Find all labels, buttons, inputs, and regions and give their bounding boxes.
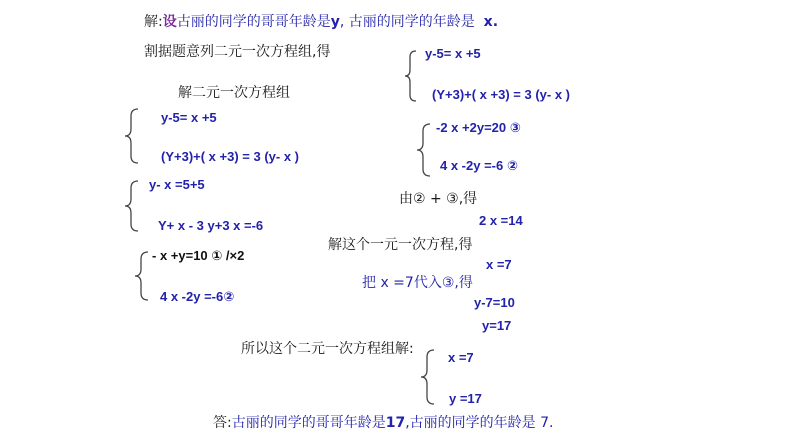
brace-system1 bbox=[404, 50, 418, 102]
answer-num-1: 17 bbox=[385, 415, 406, 431]
brace-system-b bbox=[124, 180, 140, 232]
system-a-eq2: (Y+3)+( x +3) = 3 (y- x ) bbox=[161, 149, 300, 164]
system-b-eq1: y- x =5+5 bbox=[149, 177, 205, 192]
solve-single: 解这个一元一次方程,得 bbox=[328, 237, 473, 253]
substitute-step: 把 x =7代入③,得 bbox=[362, 275, 473, 291]
result-y: y=17 bbox=[482, 318, 512, 333]
set-text-2: , 古丽的同学的年龄是 bbox=[339, 14, 475, 30]
brace-system-d bbox=[416, 123, 432, 177]
system1-eq2: (Y+3)+( x +3) = 3 (y- x ) bbox=[432, 87, 571, 102]
system-c-eq2: 4 x -2y =-6② bbox=[160, 289, 235, 304]
result-y-eq: y-7=10 bbox=[474, 295, 515, 310]
solution-intro bbox=[144, 15, 498, 29]
answer-num-2: 7 bbox=[535, 415, 550, 431]
intro-period: . bbox=[492, 14, 499, 30]
system-c-eq1: - x +y=10 ① /×2 bbox=[152, 248, 245, 263]
conclusion-y: y =17 bbox=[449, 391, 482, 406]
add-suffix: ,得 bbox=[458, 191, 478, 207]
system-d-eq1: -2 x +2y=20 ③ bbox=[436, 120, 521, 135]
brace-system-c bbox=[134, 251, 150, 301]
var-y: y bbox=[330, 14, 340, 30]
brace-conclusion bbox=[420, 349, 436, 405]
conclusion-text: 所以这个二元一次方程组解: bbox=[241, 341, 414, 357]
answer-period: . bbox=[549, 415, 554, 431]
answer-text-2: ,古丽的同学的年龄是 bbox=[405, 415, 536, 431]
add-expr: ② + ③ bbox=[413, 191, 459, 207]
setup-text: 割据题意列二元一次方程组,得 bbox=[144, 44, 331, 60]
solution-label: 解: bbox=[144, 14, 163, 30]
system-b-eq2: Y+ x - 3 y+3 x =-6 bbox=[158, 218, 264, 233]
set-word: 设 bbox=[162, 14, 177, 30]
answer-label: 答: bbox=[213, 415, 232, 431]
system1-eq1: y-5= x +5 bbox=[425, 46, 481, 61]
var-x: x bbox=[483, 14, 493, 30]
brace-system-a bbox=[124, 108, 140, 164]
answer-text-1: 古丽的同学的哥哥年龄是 bbox=[231, 415, 386, 431]
add-step bbox=[399, 192, 477, 206]
answer-line bbox=[213, 416, 553, 430]
add-label: 由 bbox=[399, 191, 413, 207]
solve-text: 解二元一次方程组 bbox=[178, 85, 290, 101]
system-d-eq2: 4 x -2y =-6 ② bbox=[440, 158, 518, 173]
conclusion-x: x =7 bbox=[448, 350, 474, 365]
result-x: x =7 bbox=[486, 257, 512, 272]
result-2x: 2 x =14 bbox=[479, 213, 523, 228]
set-text-1: 古丽的同学的哥哥年龄是 bbox=[176, 14, 331, 30]
system-a-eq1: y-5= x +5 bbox=[161, 110, 217, 125]
